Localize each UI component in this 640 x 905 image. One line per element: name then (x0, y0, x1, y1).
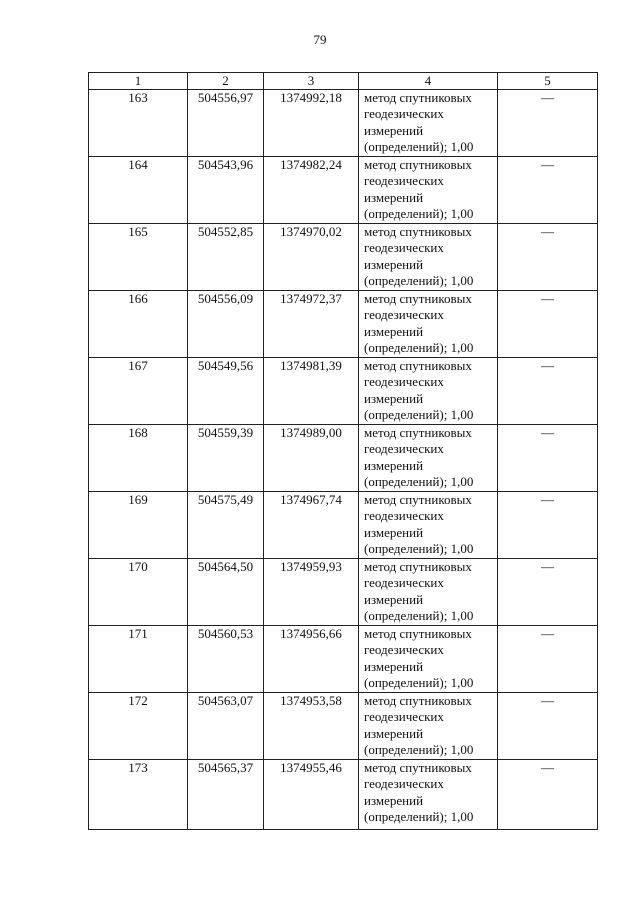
x-coordinate-cell: 504559,39 (188, 425, 264, 492)
x-coordinate-cell: 504575,49 (188, 492, 264, 559)
x-coordinate-cell: 504563,07 (188, 693, 264, 760)
method-cell: метод спутниковых геодезических измерений (определений); 1,00 (359, 157, 498, 224)
table-row (89, 559, 598, 626)
coordinates-table (88, 72, 598, 830)
method-cell: метод спутниковых геодезических измерений (определений); 1,00 (359, 559, 498, 626)
note-cell: — (498, 559, 598, 626)
point-number-cell: 166 (89, 291, 188, 358)
column-header-5: 5 (498, 73, 598, 90)
x-coordinate-cell: 504560,53 (188, 626, 264, 693)
point-number-cell: 164 (89, 157, 188, 224)
y-coordinate-cell: 1374982,24 (264, 157, 359, 224)
table-row (89, 358, 598, 425)
method-cell: метод спутниковых геодезических измерений (определений); 1,00 (359, 358, 498, 425)
x-coordinate-cell: 504552,85 (188, 224, 264, 291)
point-number-cell: 172 (89, 693, 188, 760)
note-cell: — (498, 626, 598, 693)
column-header-3: 3 (264, 73, 359, 90)
point-number-cell: 169 (89, 492, 188, 559)
note-cell: — (498, 291, 598, 358)
table-row (89, 693, 598, 760)
method-cell: метод спутниковых геодезических измерений (определений); 1,00 (359, 693, 498, 760)
table-body (89, 90, 598, 830)
table-header-row (89, 73, 598, 90)
column-header-1: 1 (89, 73, 188, 90)
point-number-cell: 163 (89, 90, 188, 157)
table-row (89, 157, 598, 224)
table-row (89, 626, 598, 693)
point-number-cell: 165 (89, 224, 188, 291)
method-cell: метод спутниковых геодезических измерений (определений); 1,00 (359, 626, 498, 693)
method-cell: метод спутниковых геодезических измерений (определений); 1,00 (359, 224, 498, 291)
y-coordinate-cell: 1374970,02 (264, 224, 359, 291)
y-coordinate-cell: 1374981,39 (264, 358, 359, 425)
column-header-4: 4 (359, 73, 498, 90)
method-cell: метод спутниковых геодезических измерений (определений); 1,00 (359, 425, 498, 492)
page-number: 79 (313, 32, 327, 47)
note-cell: — (498, 425, 598, 492)
y-coordinate-cell: 1374992,18 (264, 90, 359, 157)
note-cell: — (498, 693, 598, 760)
x-coordinate-cell: 504556,09 (188, 291, 264, 358)
table-row (89, 224, 598, 291)
note-cell: — (498, 760, 598, 830)
method-cell: метод спутниковых геодезических измерений (определений); 1,00 (359, 291, 498, 358)
note-cell: — (498, 224, 598, 291)
x-coordinate-cell: 504564,50 (188, 559, 264, 626)
point-number-cell: 167 (89, 358, 188, 425)
point-number-cell: 170 (89, 559, 188, 626)
table-row (89, 90, 598, 157)
table-row (89, 425, 598, 492)
method-cell: метод спутниковых геодезических измерений (определений); 1,00 (359, 760, 498, 830)
note-cell: — (498, 90, 598, 157)
note-cell: — (498, 492, 598, 559)
method-cell: метод спутниковых геодезических измерений (определений); 1,00 (359, 90, 498, 157)
y-coordinate-cell: 1374967,74 (264, 492, 359, 559)
y-coordinate-cell: 1374972,37 (264, 291, 359, 358)
point-number-cell: 173 (89, 760, 188, 830)
point-number-cell: 168 (89, 425, 188, 492)
x-coordinate-cell: 504556,97 (188, 90, 264, 157)
column-header-2: 2 (188, 73, 264, 90)
y-coordinate-cell: 1374989,00 (264, 425, 359, 492)
y-coordinate-cell: 1374955,46 (264, 760, 359, 830)
point-number-cell: 171 (89, 626, 188, 693)
x-coordinate-cell: 504549,56 (188, 358, 264, 425)
y-coordinate-cell: 1374953,58 (264, 693, 359, 760)
note-cell: — (498, 157, 598, 224)
table-row (89, 492, 598, 559)
y-coordinate-cell: 1374956,66 (264, 626, 359, 693)
method-cell: метод спутниковых геодезических измерений (определений); 1,00 (359, 492, 498, 559)
y-coordinate-cell: 1374959,93 (264, 559, 359, 626)
note-cell: — (498, 358, 598, 425)
table-row (89, 760, 598, 830)
x-coordinate-cell: 504565,37 (188, 760, 264, 830)
table-row (89, 291, 598, 358)
x-coordinate-cell: 504543,96 (188, 157, 264, 224)
